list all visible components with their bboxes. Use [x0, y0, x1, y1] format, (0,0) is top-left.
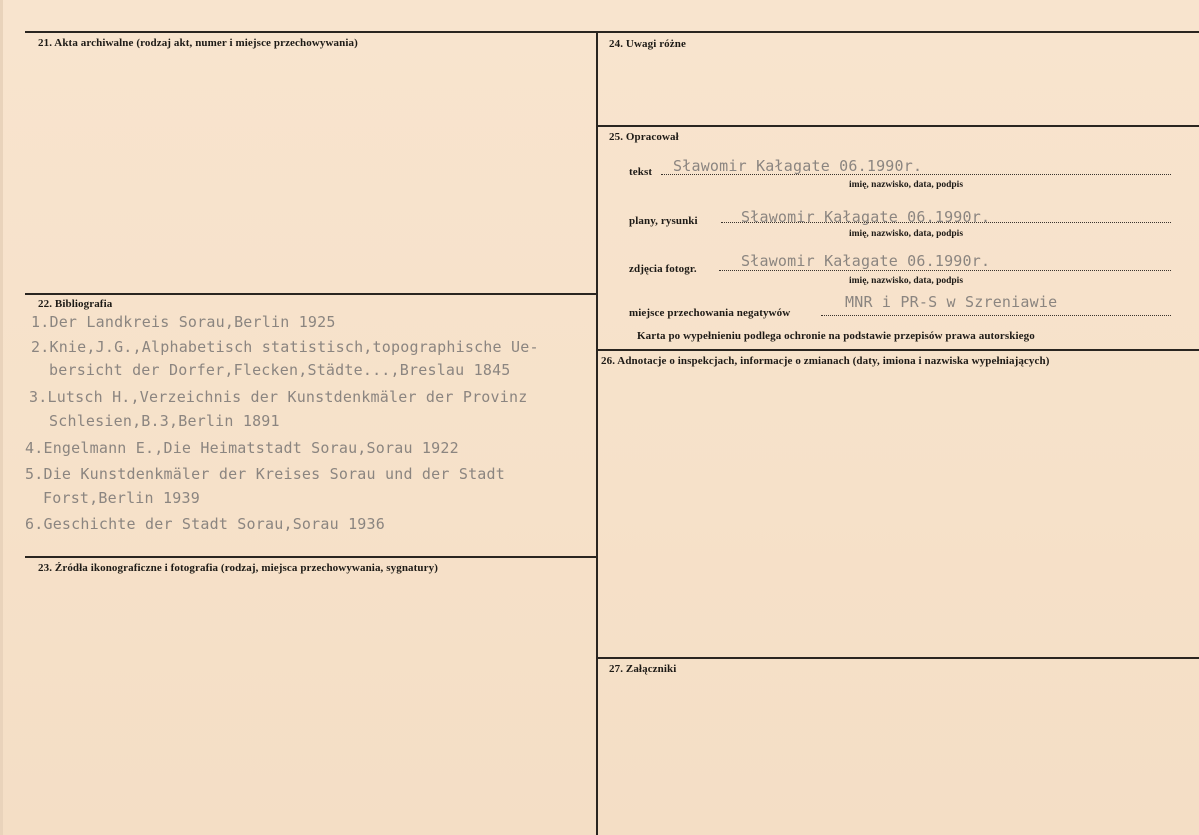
divider-25-26 — [597, 349, 1199, 351]
center-divider — [596, 31, 598, 835]
plany-caption: imię, nazwisko, data, podpis — [849, 229, 964, 239]
bibliography-line: bersicht der Dorfer,Flecken,Städte...,Breslau 1845 — [49, 361, 511, 379]
tekst-caption: imię, nazwisko, data, podpis — [849, 180, 964, 190]
section-24-label: 24. Uwagi różne — [609, 38, 686, 50]
divider-24-25 — [597, 125, 1199, 127]
tekst-value: Sławomir Kałagate 06.1990r. — [673, 157, 923, 175]
top-border — [25, 31, 1199, 33]
zdjecia-value: Sławomir Kałagate 06.1990r. — [741, 252, 991, 270]
bibliography-line: 4.Engelmann E.,Die Heimatstadt Sorau,Sorau 1922 — [25, 439, 459, 457]
tekst-signature-line — [661, 174, 1171, 175]
section-27-label: 27. Załączniki — [609, 663, 677, 675]
section-25-label: 25. Opracował — [609, 131, 679, 143]
negatywy-value: MNR i PR-S w Szreniawie — [845, 293, 1058, 311]
bibliography-line: 6.Geschichte der Stadt Sorau,Sorau 1936 — [25, 515, 385, 533]
negatywy-line — [821, 315, 1171, 316]
zdjecia-label: zdjęcia fotogr. — [629, 263, 697, 275]
section-22-label: 22. Bibliografia — [38, 298, 113, 310]
bibliography-line: 2.Knie,J.G.,Alphabetisch statistisch,topographische Ue- — [31, 338, 539, 356]
plany-value: Sławomir Kałagate 06.1990r. — [741, 208, 991, 226]
bibliography-line: Schlesien,B.3,Berlin 1891 — [49, 412, 280, 430]
bibliography-line: 3.Lutsch H.,Verzeichnis der Kunstdenkmäler der Provinz — [29, 388, 528, 406]
negatywy-label: miejsce przechowania negatywów — [629, 307, 791, 319]
bibliography-line: 5.Die Kunstdenkmäler der Kreises Sorau und der Stadt — [25, 465, 505, 483]
bibliography-line: 1.Der Landkreis Sorau,Berlin 1925 — [31, 313, 336, 331]
divider-22-23 — [25, 556, 597, 558]
tekst-label: tekst — [629, 166, 653, 178]
divider-26-27 — [597, 657, 1199, 659]
zdjecia-signature-line — [719, 270, 1171, 271]
section-23-label: 23. Źródła ikonograficzne i fotografia (rodzaj, miejsca przechowywania, sygnatury) — [38, 562, 438, 574]
plany-signature-line — [721, 222, 1171, 223]
copyright-notice: Karta po wypełnieniu podlega ochronie na podstawie przepisów prawa autorskiego — [637, 330, 1035, 342]
section-26-label: 26. Adnotacje o inspekcjach, informacje o zmianach (daty, imiona i nazwiska wypełniających) — [601, 355, 1050, 367]
plany-label: plany, rysunki — [629, 215, 698, 227]
divider-21-22 — [25, 293, 597, 295]
bibliography-line: Forst,Berlin 1939 — [43, 489, 200, 507]
zdjecia-caption: imię, nazwisko, data, podpis — [849, 276, 964, 286]
section-21-label: 21. Akta archiwalne (rodzaj akt, numer i miejsce przechowywania) — [38, 37, 358, 49]
